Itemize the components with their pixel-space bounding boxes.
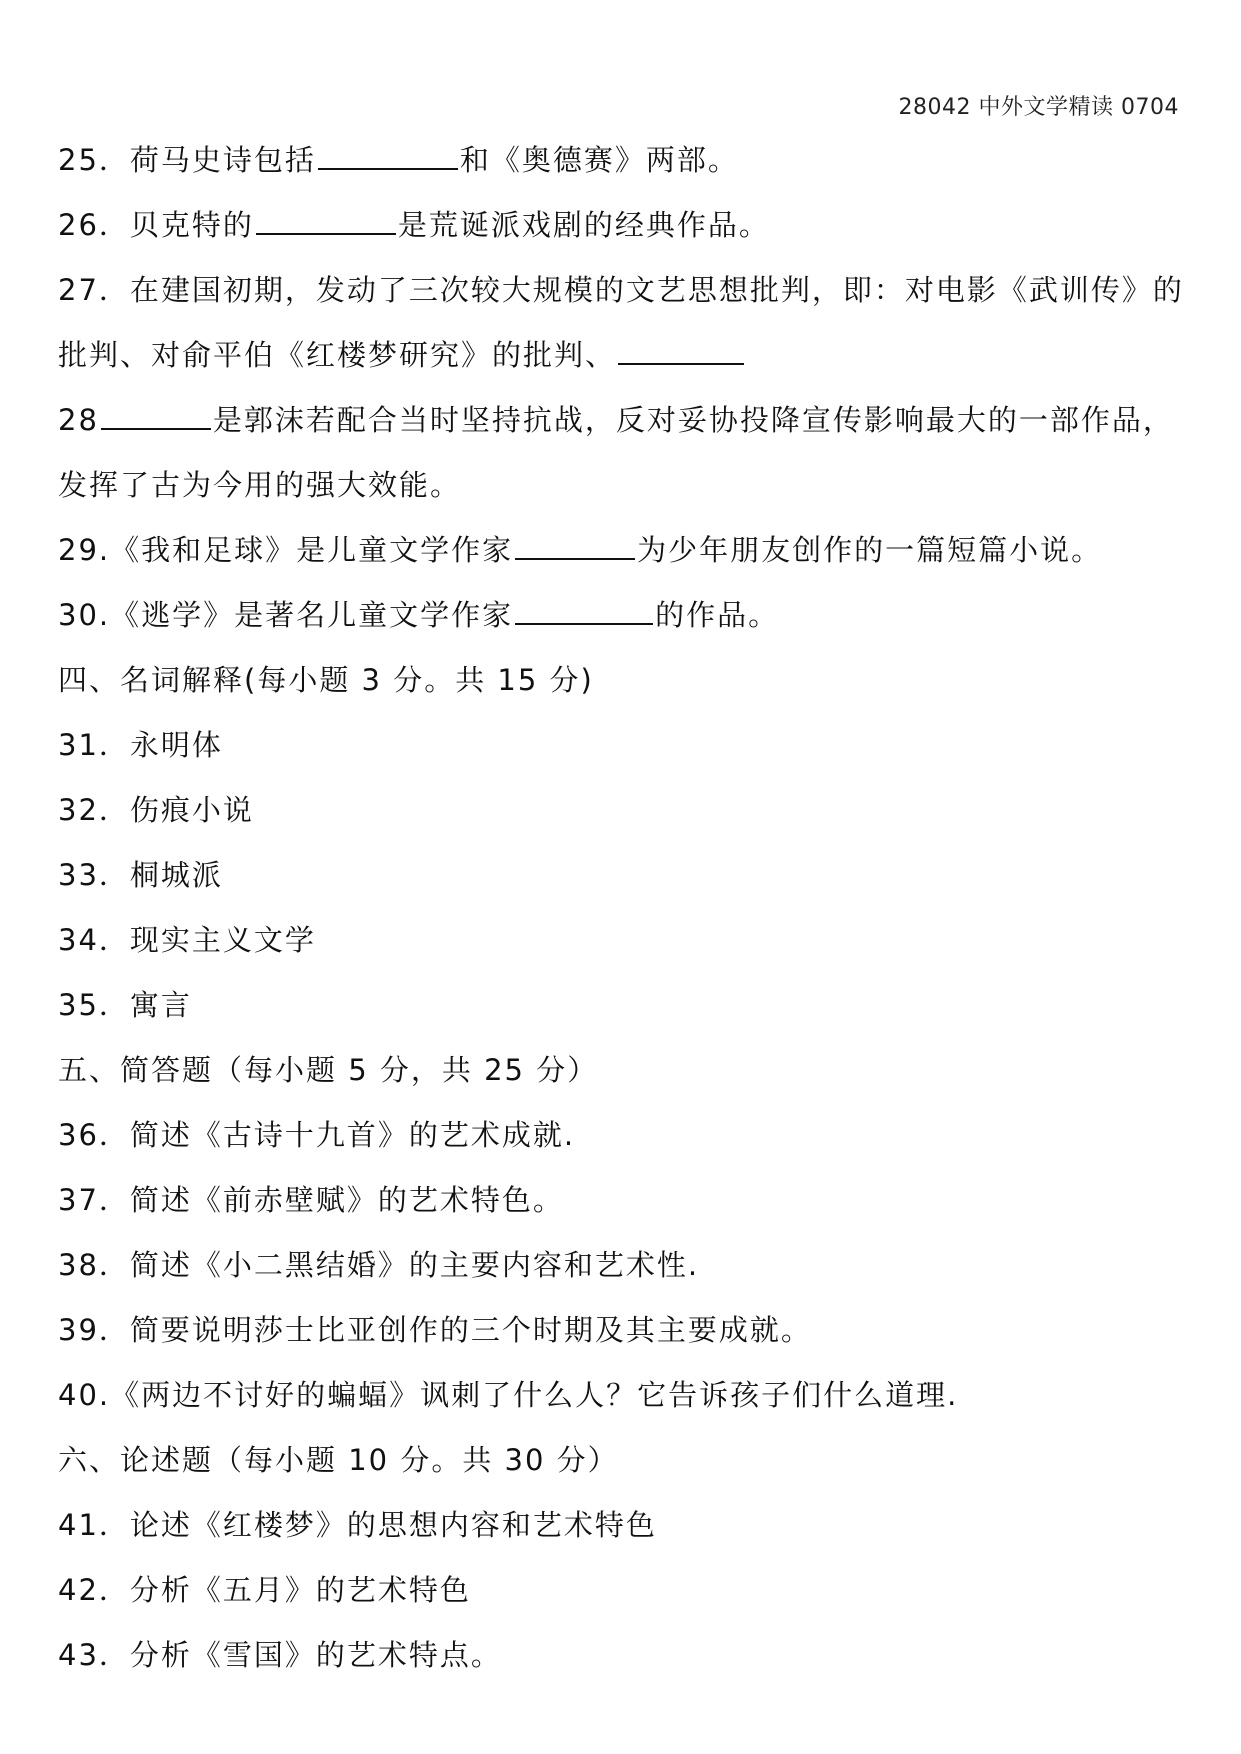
question-30 [58,583,1184,648]
question-text: 34．现实主义文学 [58,923,316,957]
fill-blank [618,337,744,365]
question-text: 31．永明体 [58,728,223,762]
question-text: 43．分析《雪国》的艺术特点。 [58,1638,502,1672]
fill-blank [515,597,653,625]
section-heading: 四、名词解释(每小题 3 分。共 15 分) [58,663,594,697]
question-38 [58,1233,1184,1298]
question-40 [58,1363,1184,1428]
question-42 [58,1558,1184,1623]
question-text: 是郭沫若配合当时坚持抗战，反对妥协投降宣传影响最大的一部作品， [212,403,1174,437]
question-29 [58,518,1184,583]
question-text: 批判、对俞平伯《红楼梦研究》的批判、 [58,338,617,372]
question-text: 27．在建国初期，发动了三次较大规模的文艺思想批判，即：对电影《武训传》的 [58,273,1184,307]
question-text: 和《奥德赛》两部。 [459,143,739,177]
section-heading-4 [58,648,1184,713]
question-text: 41．论述《红楼梦》的思想内容和艺术特色 [58,1508,657,1542]
question-33 [58,843,1184,908]
question-39 [58,1298,1184,1363]
fill-blank [515,532,635,560]
question-43 [58,1623,1184,1688]
question-text: 42．分析《五月》的艺术特色 [58,1573,471,1607]
section-heading: 六、论述题（每小题 10 分。共 30 分） [58,1443,619,1477]
question-text: 28 [58,403,99,437]
fill-blank [101,402,211,430]
question-text: 26．贝克特的 [58,208,254,242]
question-text: 29.《我和足球》是儿童文学作家 [58,533,514,567]
question-32 [58,778,1184,843]
question-text: 40.《两边不讨好的蝙蝠》讽刺了什么人？它告诉孩子们什么道理. [58,1378,959,1412]
section-heading-6 [58,1428,1184,1493]
question-36 [58,1103,1184,1168]
question-text: 39．简要说明莎士比亚创作的三个时期及其主要成就。 [58,1313,812,1347]
question-35 [58,973,1184,1038]
question-28 [58,388,1184,453]
question-text: 是荒诞派戏剧的经典作品。 [397,208,770,242]
question-37 [58,1168,1184,1233]
question-text: 的作品。 [655,598,780,632]
question-text: 32．伤痕小说 [58,793,254,827]
question-text: 37．简述《前赤壁赋》的艺术特色。 [58,1183,564,1217]
section-heading: 五、简答题（每小题 5 分，共 25 分） [58,1053,599,1087]
question-text: 35．寓言 [58,988,192,1022]
section-heading-5 [58,1038,1184,1103]
question-31 [58,713,1184,778]
question-27-cont [58,323,1184,388]
page-header: 28042 中外文学精读 0704 [898,95,1179,120]
question-text: 30.《逃学》是著名儿童文学作家 [58,598,514,632]
question-text: 36．简述《古诗十九首》的艺术成就. [58,1118,576,1152]
question-list [58,128,1184,1688]
question-text: 为少年朋友创作的一篇短篇小说。 [637,533,1103,567]
question-41 [58,1493,1184,1558]
question-26 [58,193,1184,258]
question-text: 38．简述《小二黑结婚》的主要内容和艺术性. [58,1248,700,1282]
question-text: 33．桐城派 [58,858,223,892]
question-28-cont [58,453,1184,518]
question-text: 25．荷马史诗包括 [58,143,316,177]
question-text: 发挥了古为今用的强大效能。 [58,468,462,502]
fill-blank [318,142,458,170]
question-34 [58,908,1184,973]
fill-blank [256,207,396,235]
question-27 [58,258,1184,323]
question-25 [58,128,1184,193]
